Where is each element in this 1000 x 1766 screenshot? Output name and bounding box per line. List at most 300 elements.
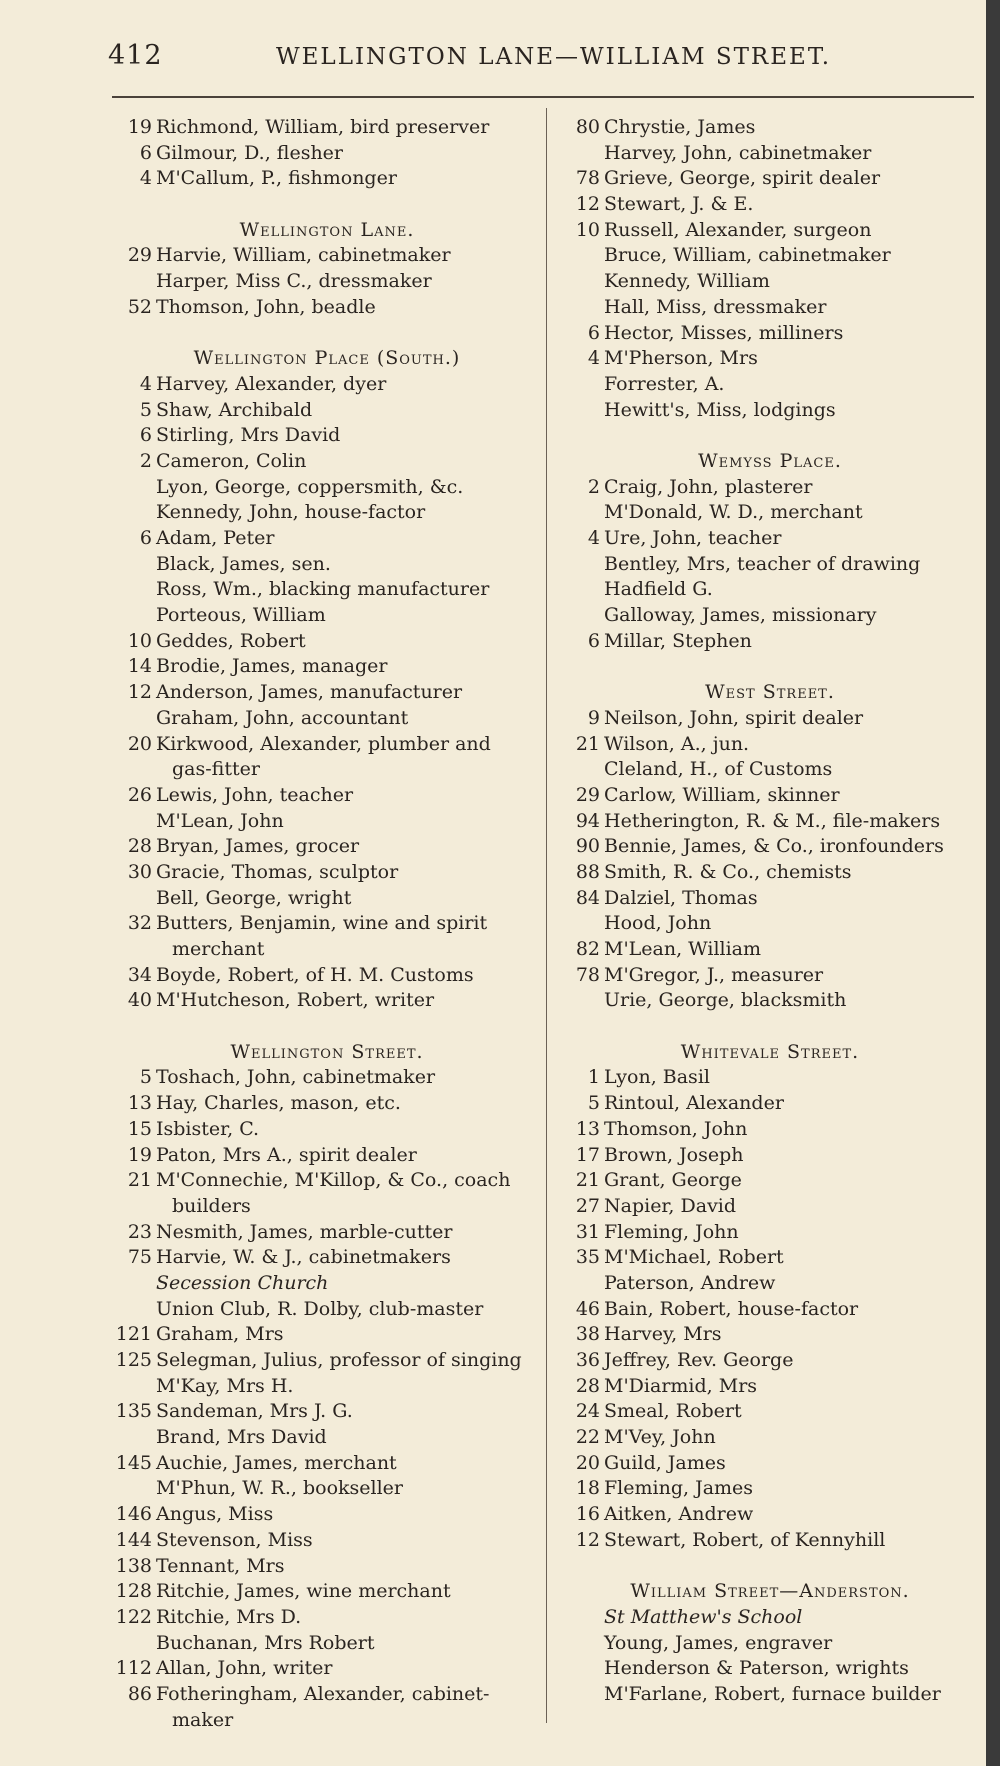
house-number: 35 <box>575 1246 600 1269</box>
spacer <box>560 1554 980 1580</box>
directory-entry <box>112 449 542 475</box>
directory-entry <box>112 1451 542 1477</box>
entry-text: M'Kay, Mrs H. <box>156 1374 294 1397</box>
entry-text: Wilson, A., jun. <box>604 732 750 755</box>
street-heading <box>560 1579 980 1605</box>
directory-entry <box>112 269 542 295</box>
entry-text: Black, James, sen. <box>156 552 331 575</box>
entry-text: Richmond, William, bird preserver <box>156 116 490 138</box>
entry-text: Butters, Benjamin, wine and spirit <box>156 912 488 935</box>
house-number: 78 <box>575 167 600 190</box>
entry-text: Harvie, William, cabinetmaker <box>156 244 451 267</box>
directory-entry <box>560 295 980 321</box>
street-name: William Street—Anderston. <box>630 1580 910 1603</box>
directory-entry <box>560 1528 980 1554</box>
entry-text: Hall, Miss, dressmaker <box>604 295 827 318</box>
running-head: WELLINGTON LANE—WILLIAM STREET. <box>276 44 832 70</box>
directory-entry <box>560 1374 980 1400</box>
directory-entry <box>112 1297 542 1323</box>
entry-text: Smeal, Robert <box>604 1400 742 1423</box>
directory-entry <box>560 372 980 398</box>
directory-entry <box>560 1245 980 1271</box>
entry-text: Lyon, Basil <box>604 1066 710 1089</box>
directory-entry <box>560 1682 980 1708</box>
directory-entry <box>560 500 980 526</box>
entry-text: Cameron, Colin <box>156 449 307 472</box>
directory-entry <box>112 1476 542 1502</box>
entry-text: Kirkwood, Alexander, plumber and <box>156 732 491 755</box>
entry-text: gas-fitter <box>172 758 260 781</box>
house-number: 23 <box>127 1220 152 1243</box>
entry-text: Graham, John, accountant <box>156 706 409 729</box>
house-number: 6 <box>139 141 152 164</box>
directory-entry <box>112 115 542 141</box>
entry-text: M'Hutcheson, Robert, writer <box>156 989 435 1012</box>
entry-continuation <box>112 1194 542 1220</box>
directory-entry <box>112 1631 542 1657</box>
entry-text: Brodie, James, manager <box>156 655 388 678</box>
house-number: 24 <box>575 1400 600 1423</box>
directory-entry <box>560 886 980 912</box>
directory-entry <box>560 1322 980 1348</box>
page-header <box>108 40 938 76</box>
entry-text: maker <box>172 1708 234 1731</box>
entry-text: Paterson, Andrew <box>604 1271 776 1294</box>
directory-entry <box>112 1271 542 1297</box>
directory-entry <box>112 1425 542 1451</box>
entry-text: Kennedy, William <box>604 270 770 293</box>
entry-text: Selegman, Julius, professor of singing <box>156 1349 522 1371</box>
entry-text: builders <box>172 1194 251 1217</box>
house-number: 10 <box>127 629 152 652</box>
entry-text: Harvie, W. & J., cabinetmakers <box>156 1246 451 1269</box>
house-number: 13 <box>127 1092 152 1115</box>
directory-entry <box>560 783 980 809</box>
entry-text: Gracie, Thomas, sculptor <box>156 860 399 883</box>
entry-text: St Matthew's School <box>604 1605 803 1628</box>
house-number: 26 <box>127 783 152 806</box>
entry-text: Ross, Wm., blacking manufacturer <box>156 578 490 601</box>
entry-text: Galloway, James, missionary <box>604 604 877 627</box>
street-heading <box>112 1040 542 1066</box>
house-number: 22 <box>575 1426 600 1449</box>
house-number: 146 <box>115 1503 152 1526</box>
house-number: 34 <box>127 963 152 986</box>
house-number: 13 <box>575 1117 600 1140</box>
directory-entry <box>560 1451 980 1477</box>
entry-text: Henderson & Paterson, wrights <box>604 1657 909 1680</box>
entry-text: Bell, George, wright <box>156 886 352 909</box>
directory-entry <box>560 269 980 295</box>
directory-entry <box>560 1091 980 1117</box>
directory-entry <box>560 1143 980 1169</box>
directory-entry <box>560 243 980 269</box>
house-number: 19 <box>127 1143 152 1166</box>
directory-entry <box>112 911 542 937</box>
house-number: 31 <box>575 1220 600 1243</box>
house-number: 128 <box>115 1580 152 1603</box>
directory-entry <box>112 654 542 680</box>
directory-entry <box>560 1425 980 1451</box>
entry-text: Allan, John, writer <box>156 1657 333 1680</box>
house-number: 40 <box>127 989 152 1012</box>
house-number: 6 <box>587 321 600 344</box>
directory-entry <box>112 1220 542 1246</box>
entry-text: Geddes, Robert <box>156 629 306 652</box>
entry-text: Thomson, John, beadle <box>156 295 376 318</box>
house-number: 29 <box>127 244 152 267</box>
street-heading <box>560 449 980 475</box>
entry-text: Russell, Alexander, surgeon <box>604 218 872 241</box>
directory-entry <box>560 218 980 244</box>
entry-text: Toshach, John, cabinetmaker <box>156 1066 436 1089</box>
directory-entry <box>112 1245 542 1271</box>
street-name: Wellington Place (South.) <box>193 347 461 370</box>
street-heading <box>112 346 542 372</box>
entry-text: Craig, John, plasterer <box>604 475 813 498</box>
directory-entry <box>112 834 542 860</box>
house-number: 6 <box>587 629 600 652</box>
entry-text: Rintoul, Alexander <box>604 1092 784 1115</box>
directory-entry <box>560 552 980 578</box>
entry-text: Forrester, A. <box>604 372 725 395</box>
house-number: 46 <box>575 1297 600 1320</box>
directory-entry <box>112 732 542 758</box>
entry-text: Bruce, William, cabinetmaker <box>604 244 891 267</box>
entry-text: Stirling, Mrs David <box>156 424 341 447</box>
entry-text: Bentley, Mrs, teacher of drawing <box>604 552 921 575</box>
entry-text: Kennedy, John, house-factor <box>156 501 426 524</box>
directory-entry <box>560 166 980 192</box>
house-number: 122 <box>115 1605 152 1628</box>
directory-entry <box>560 1502 980 1528</box>
house-number: 75 <box>127 1246 152 1269</box>
entry-text: Aitken, Andrew <box>604 1503 754 1526</box>
entry-text: Napier, David <box>604 1194 737 1217</box>
entry-text: Grant, George <box>604 1169 742 1192</box>
house-number: 5 <box>587 1092 600 1115</box>
entry-text: Fotheringham, Alexander, cabinet- <box>156 1682 490 1705</box>
entry-text: Anderson, James, manufacturer <box>156 681 463 704</box>
directory-entry <box>112 1656 542 1682</box>
directory-entry <box>112 1528 542 1554</box>
entry-text: M'Connechie, M'Killop, & Co., coach <box>156 1169 511 1192</box>
house-number: 86 <box>127 1682 152 1705</box>
directory-entry <box>112 1117 542 1143</box>
entry-text: Gilmour, D., flesher <box>156 141 344 164</box>
directory-entry <box>112 963 542 989</box>
entry-text: M'Farlane, Robert, furnace builder <box>604 1682 941 1705</box>
directory-entry <box>112 295 542 321</box>
entry-text: Guild, James <box>604 1451 726 1474</box>
house-number: 6 <box>139 527 152 549</box>
entry-text: M'Lean, William <box>604 938 762 960</box>
entry-text: M'Diarmid, Mrs <box>604 1374 758 1397</box>
entry-text: M'Donald, W. D., merchant <box>604 501 863 524</box>
street-name: Wellington Lane. <box>239 218 415 241</box>
entry-text: Stewart, Robert, of Kennyhill <box>604 1528 886 1551</box>
directory-entry <box>112 423 542 449</box>
house-number: 4 <box>587 527 600 549</box>
house-number: 21 <box>575 1169 600 1192</box>
house-number: 18 <box>575 1477 600 1500</box>
street-heading <box>112 218 542 244</box>
entry-text: Young, James, engraver <box>604 1631 833 1654</box>
entry-text: Millar, Stephen <box>604 629 752 652</box>
directory-entry <box>560 1271 980 1297</box>
directory-entry <box>112 603 542 629</box>
directory-entry <box>560 1168 980 1194</box>
house-number: 12 <box>575 1528 600 1551</box>
directory-entry <box>560 834 980 860</box>
directory-entry <box>560 1065 980 1091</box>
directory-entry <box>112 166 542 192</box>
house-number: 5 <box>139 398 152 421</box>
house-number: 135 <box>115 1400 152 1423</box>
directory-entry <box>560 398 980 424</box>
directory-entry <box>112 886 542 912</box>
directory-entry <box>112 1579 542 1605</box>
entry-text: Chrystie, James <box>604 116 756 138</box>
entry-text: Fleming, James <box>604 1477 754 1500</box>
entry-text: Bain, Robert, house-factor <box>604 1297 859 1320</box>
directory-entry <box>112 1605 542 1631</box>
entry-text: Sandeman, Mrs J. G. <box>156 1400 353 1423</box>
house-number: 20 <box>575 1451 600 1474</box>
directory-entry <box>560 1220 980 1246</box>
entry-text: Neilson, John, spirit dealer <box>604 706 864 729</box>
house-number: 138 <box>115 1554 152 1577</box>
directory-entry <box>112 809 542 835</box>
directory-entry <box>112 988 542 1014</box>
directory-entry <box>560 192 980 218</box>
entry-text: Cleland, H., of Customs <box>604 758 833 781</box>
directory-entry <box>112 1682 542 1708</box>
street-heading <box>560 680 980 706</box>
entry-text: Harper, Miss C., dressmaker <box>156 270 432 293</box>
entry-text: Hay, Charles, mason, etc. <box>156 1092 401 1115</box>
directory-entry <box>112 526 542 552</box>
house-number: 82 <box>575 938 600 960</box>
entry-text: Smith, R. & Co., chemists <box>604 860 852 883</box>
house-number: 30 <box>127 860 152 883</box>
directory-entry <box>560 141 980 167</box>
house-number: 2 <box>139 449 152 472</box>
house-number: 12 <box>127 681 152 704</box>
entry-text: Nesmith, James, marble-cutter <box>156 1220 453 1243</box>
house-number: 28 <box>127 835 152 858</box>
street-heading <box>560 1040 980 1066</box>
entry-text: M'Pherson, Mrs <box>604 347 758 370</box>
entry-text: M'Vey, John <box>604 1426 716 1449</box>
entry-text: Fleming, John <box>604 1220 739 1243</box>
directory-entry <box>560 988 980 1014</box>
directory-entry <box>560 1348 980 1374</box>
entry-text: Ritchie, Mrs D. <box>156 1605 302 1628</box>
entry-continuation <box>112 757 542 783</box>
entry-text: Brown, Joseph <box>604 1143 744 1166</box>
directory-entry <box>112 577 542 603</box>
entry-text: Stewart, J. & E. <box>604 193 754 216</box>
directory-entry <box>560 115 980 141</box>
entry-text: Brand, Mrs David <box>156 1426 327 1449</box>
directory-entry <box>560 732 980 758</box>
entry-text: M'Gregor, J., measurer <box>604 963 824 986</box>
directory-entry <box>560 1117 980 1143</box>
house-number: 4 <box>139 372 152 395</box>
entry-text: Thomson, John <box>604 1117 748 1140</box>
page-number: 412 <box>108 40 163 71</box>
house-number: 80 <box>575 116 600 138</box>
entry-text: Isbister, C. <box>156 1117 260 1140</box>
entry-text: Harvey, John, cabinetmaker <box>604 141 872 164</box>
house-number: 15 <box>127 1117 152 1140</box>
entry-text: Graham, Mrs <box>156 1323 284 1346</box>
entry-text: Dalziel, Thomas <box>604 886 758 909</box>
entry-text: Angus, Miss <box>156 1503 274 1526</box>
header-rule <box>112 96 974 98</box>
directory-entry <box>560 1631 980 1657</box>
house-number: 14 <box>127 655 152 678</box>
entry-text: Grieve, George, spirit dealer <box>604 167 881 190</box>
house-number: 32 <box>127 912 152 935</box>
street-name: Wemyss Place. <box>698 449 842 472</box>
directory-entry <box>560 706 980 732</box>
entry-text: Union Club, R. Dolby, club-master <box>156 1297 484 1320</box>
directory-entry <box>560 911 980 937</box>
entry-text: Hood, John <box>604 912 712 935</box>
house-number: 29 <box>575 783 600 806</box>
entry-text: Shaw, Archibald <box>156 398 313 421</box>
house-number: 121 <box>115 1323 152 1346</box>
house-number: 27 <box>575 1194 600 1217</box>
entry-text: Bennie, James, & Co., ironfounders <box>604 835 944 858</box>
directory-entry <box>112 243 542 269</box>
house-number: 1 <box>587 1066 600 1089</box>
directory-entry <box>560 526 980 552</box>
house-number: 21 <box>127 1169 152 1192</box>
entry-text: Buchanan, Mrs Robert <box>156 1631 375 1654</box>
entry-text: Carlow, William, skinner <box>604 783 840 806</box>
directory-entry <box>112 1348 542 1374</box>
house-number: 52 <box>127 295 152 318</box>
directory-entry <box>560 321 980 347</box>
street-name: West Street. <box>705 681 835 704</box>
directory-entry <box>560 603 980 629</box>
directory-entry <box>560 629 980 655</box>
house-number: 90 <box>575 835 600 858</box>
directory-entry <box>112 1065 542 1091</box>
house-number: 16 <box>575 1503 600 1526</box>
spacer <box>112 192 542 218</box>
spacer <box>560 654 980 680</box>
directory-entry <box>560 577 980 603</box>
directory-entry <box>560 937 980 963</box>
entry-text: Ure, John, teacher <box>604 527 782 549</box>
house-number: 94 <box>575 809 600 832</box>
entry-text: Boyde, Robert, of H. M. Customs <box>156 963 474 986</box>
directory-entry <box>112 1143 542 1169</box>
directory-entry <box>560 860 980 886</box>
house-number: 145 <box>115 1451 152 1474</box>
directory-entry <box>112 1502 542 1528</box>
directory-entry <box>112 1554 542 1580</box>
house-number: 144 <box>115 1528 152 1551</box>
directory-entry <box>560 346 980 372</box>
directory-entry <box>112 783 542 809</box>
directory-entry <box>560 1656 980 1682</box>
directory-entry <box>560 475 980 501</box>
entry-text: Urie, George, blacksmith <box>604 989 847 1012</box>
directory-entry <box>112 500 542 526</box>
directory-entry <box>560 1605 980 1631</box>
column-divider <box>546 108 547 1723</box>
entry-text: Porteous, William <box>156 604 326 627</box>
house-number: 4 <box>139 167 152 190</box>
entry-text: M'Michael, Robert <box>604 1246 784 1269</box>
entry-text: merchant <box>172 938 265 960</box>
left-column <box>112 115 542 1733</box>
house-number: 5 <box>139 1066 152 1089</box>
house-number: 2 <box>587 475 600 498</box>
house-number: 84 <box>575 886 600 909</box>
directory-entry <box>112 372 542 398</box>
directory-entry <box>112 1322 542 1348</box>
house-number: 88 <box>575 860 600 883</box>
spacer <box>112 321 542 347</box>
house-number: 38 <box>575 1323 600 1346</box>
directory-entry <box>112 680 542 706</box>
directory-entry <box>112 552 542 578</box>
directory-entry <box>112 398 542 424</box>
right-column <box>560 115 980 1708</box>
entry-text: Bryan, James, grocer <box>156 835 360 858</box>
house-number: 12 <box>575 193 600 216</box>
entry-text: Lyon, George, coppersmith, &c. <box>156 475 464 498</box>
directory-entry <box>112 1168 542 1194</box>
entry-text: Hadfield G. <box>604 578 713 601</box>
entry-text: Hewitt's, Miss, lodgings <box>604 398 836 421</box>
entry-text: M'Phun, W. R., bookseller <box>156 1477 403 1500</box>
house-number: 20 <box>127 732 152 755</box>
entry-text: Lewis, John, teacher <box>156 783 354 806</box>
spacer <box>560 1014 980 1040</box>
house-number: 36 <box>575 1349 600 1371</box>
entry-continuation <box>112 1708 542 1734</box>
entry-text: Hetherington, R. & M., file-makers <box>604 809 941 832</box>
directory-entry <box>560 1476 980 1502</box>
house-number: 4 <box>587 347 600 370</box>
entry-text: Jeffrey, Rev. George <box>604 1349 794 1371</box>
house-number: 17 <box>575 1143 600 1166</box>
entry-text: Ritchie, James, wine merchant <box>156 1580 451 1603</box>
directory-entry <box>560 1399 980 1425</box>
entry-text: M'Lean, John <box>156 809 284 832</box>
house-number: 21 <box>575 732 600 755</box>
entry-text: Adam, Peter <box>156 527 275 549</box>
directory-entry <box>112 475 542 501</box>
directory-entry <box>560 1194 980 1220</box>
directory-entry <box>112 629 542 655</box>
page-edge-shadow <box>986 0 1000 1766</box>
house-number: 9 <box>587 706 600 729</box>
entry-text: Stevenson, Miss <box>156 1528 313 1551</box>
house-number: 112 <box>115 1657 152 1680</box>
directory-entry <box>560 757 980 783</box>
entry-text: Harvey, Alexander, dyer <box>156 372 387 395</box>
street-name: Wellington Street. <box>230 1040 424 1063</box>
entry-text: Paton, Mrs A., spirit dealer <box>156 1143 417 1166</box>
